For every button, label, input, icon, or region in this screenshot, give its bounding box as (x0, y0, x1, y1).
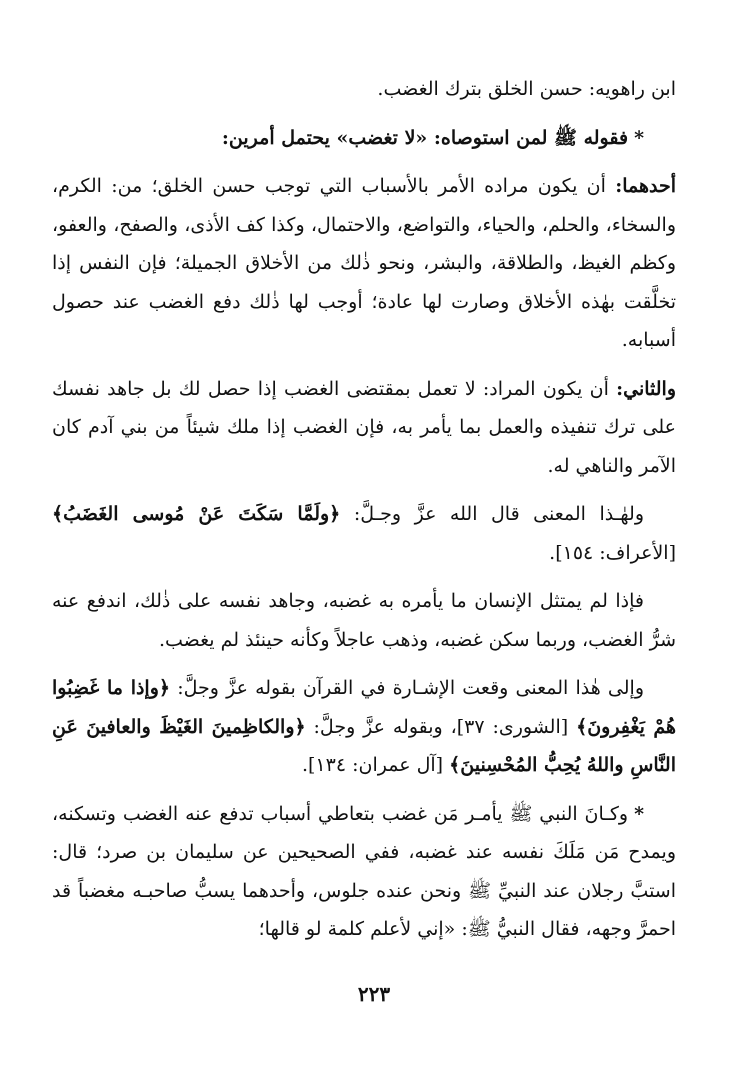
paragraph-4 (52, 370, 676, 486)
paragraph-5 (52, 495, 676, 572)
paragraph-6 (52, 582, 676, 659)
paragraph-3 (52, 167, 676, 360)
verse-reference-imran: [آل عمران: ١٣٤]. (301, 754, 444, 776)
star-marker: * (634, 126, 644, 149)
star-marker: * (634, 802, 644, 825)
paragraph-2-text: فقوله ﷺ لمن استوصاه: «لا تغضب» يحتمل أمرين: (221, 126, 629, 149)
paragraph-3-lead: أحدهما: (615, 175, 676, 197)
paragraph-1 (52, 70, 676, 109)
page-body (52, 70, 676, 959)
paragraph-6-text: فإذا لم يمتثل الإنسان ما يأمره به غضبه، وجاهد نفسه على ذٰلك، اندفع عنه شرُّ الغضب، وربما سكن غضبه، وذهب عاجلاً وكأنه حينئذ لم يغضب. (52, 590, 676, 651)
paragraph-4-lead: والثاني: (616, 377, 676, 400)
verse-reference-shura: [الشورى: ٣٧]، وبقوله عزَّ وجلَّ: (313, 715, 569, 738)
paragraph-2 (52, 119, 676, 158)
quran-verse-shura: ﴿وإذا ما غَضِبُوا هُمْ يَغْفِرونَ﴾ (52, 677, 677, 738)
paragraph-8 (52, 795, 676, 949)
paragraph-7-text-a: وإلى هٰذا المعنى وقعت الإشـارة في القرآن بقوله عزَّ وجلَّ: (177, 677, 644, 699)
paragraph-4-text: أن يكون المراد: لا تعمل بمقتضى الغضب إذا حصل لك بل جاهد نفسك على ترك تنفيذه والعمل بما يأمر به، فإن الغضب إذا ملك شيئاً من بني آدم كان الآمر والناهي له. (52, 377, 676, 477)
paragraph-5-text: ولهٰـذا المعنى قال الله عزَّ وجـلَّ: (353, 503, 644, 525)
paragraph-3-text: أن يكون مراده الأمر بالأسباب التي توجب حسن الخلق؛ من: الكرم، والسخاء، والحلم، والحياء، والتواضع، والاحتمال، وكذا كف الأذى، والصفح، والعفو، وكظم الغيظ، والطلاقة، والبشر، ونحو ذٰلك من الأخلاق الجميلة؛ فإن النفس إذا تخلَّقت بهٰذه الأخلاق وصارت لها عادة؛ أوجب لها ذٰلك دفع الغضب عند حصول أسبابه. (52, 175, 676, 351)
quran-verse-imran: ﴿والكاظِمينَ الغَيْظَ والعافينَ عَنِ النَّاسِ واللهُ يُحِبُّ المُحْسِنينَ﴾ (52, 715, 676, 776)
page-number: ٢٢٣ (357, 982, 391, 1006)
paragraph-1-text: ابن راهويه: حسن الخلق بترك الغضب. (377, 78, 676, 100)
quran-verse-araf: ﴿ولَمَّا سَكَتَ عَنْ مُوسى الغَضَبُ﴾ (52, 503, 341, 525)
paragraph-8-text: وكـانَ النبي ﷺ يأمـر مَن غضب بتعاطي أسباب تدفع عنه الغضب وتسكنه، ويمدح مَن مَلَكَ نفسه عند غضبه، ففي الصحيحين عن سليمان بن صرد؛ قال: استبَّ رجلان عند النبيِّ ﷺ ونحن عنده جلوس، وأحدهما يسبُّ صاحبـه مغضباً قد احمرَّ وجهه، فقال النبيُّ ﷺ: «إني لأعلم كلمة لو قالها؛ (52, 802, 676, 940)
paragraph-7 (52, 669, 676, 785)
verse-reference-araf: [الأعراف: ١٥٤]. (549, 541, 676, 564)
